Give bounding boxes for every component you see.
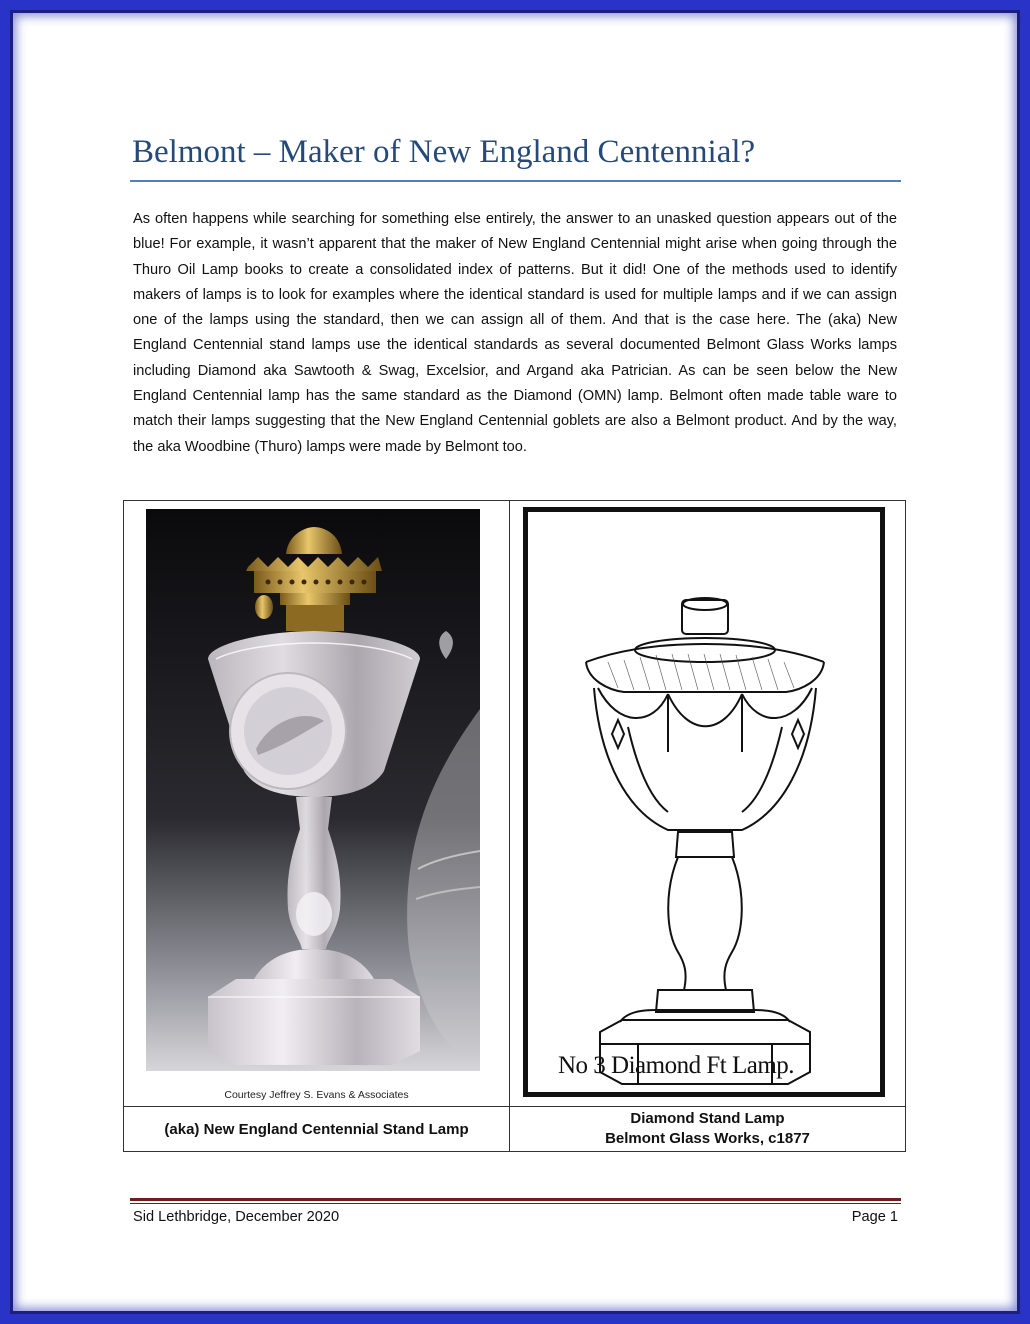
footer-rule-thin <box>130 1203 901 1204</box>
title-underline <box>130 180 901 182</box>
caption-right-line2: Belmont Glass Works, c1877 <box>605 1130 810 1147</box>
body-paragraph: As often happens while searching for something else entirely, the answer to an unasked question appears out of the blue! For example, it wasn’t apparent that the maker of New England Centennial might arise when going through the Thuro Oil Lamp books to create a consolidated index of patterns. But it did! One of the methods used to identify makers of lamps is to look for examples where the identical standard is used for multiple lamps and if we can assign one of the lamps using the standard, then we can assign all of them. And that is the case here. The (aka) New England Centennial stand lamps use the identical standards as several documented Belmont Glass Works lamps including Diamond aka Sawtooth & Swag, Excelsior, and Argand aka Patrician. As can be seen below the New England Centennial lamp has the same standard as the Diamond (OMN) lamp. Belmont often made table ware to match their lamps suggesting that the New England Centennial goblets are also a Belmont product. And by the way, the aka Woodbine (Thuro) lamps were made by Belmont too. <box>133 211 897 455</box>
lamp-sketch <box>528 512 880 1092</box>
lamp-photo <box>146 509 480 1071</box>
sketch-frame <box>523 507 885 1097</box>
photo-credit: Courtesy Jeffrey S. Evans & Associates <box>224 1089 409 1101</box>
sketch-caption: No 3 Diamond Ft Lamp. <box>558 1052 795 1079</box>
figure-table <box>123 500 906 1152</box>
footer-page-number: Page 1 <box>851 1209 898 1225</box>
caption-right <box>510 1107 905 1151</box>
footer-rule <box>130 1198 901 1201</box>
table-divider-vertical <box>509 501 510 1151</box>
caption-left: (aka) New England Centennial Stand Lamp <box>164 1120 469 1138</box>
caption-right-line1: Diamond Stand Lamp <box>630 1110 785 1127</box>
footer-author-date: Sid Lethbridge, December 2020 <box>133 1209 340 1225</box>
page-title: Belmont – Maker of New England Centennial? <box>132 134 756 170</box>
